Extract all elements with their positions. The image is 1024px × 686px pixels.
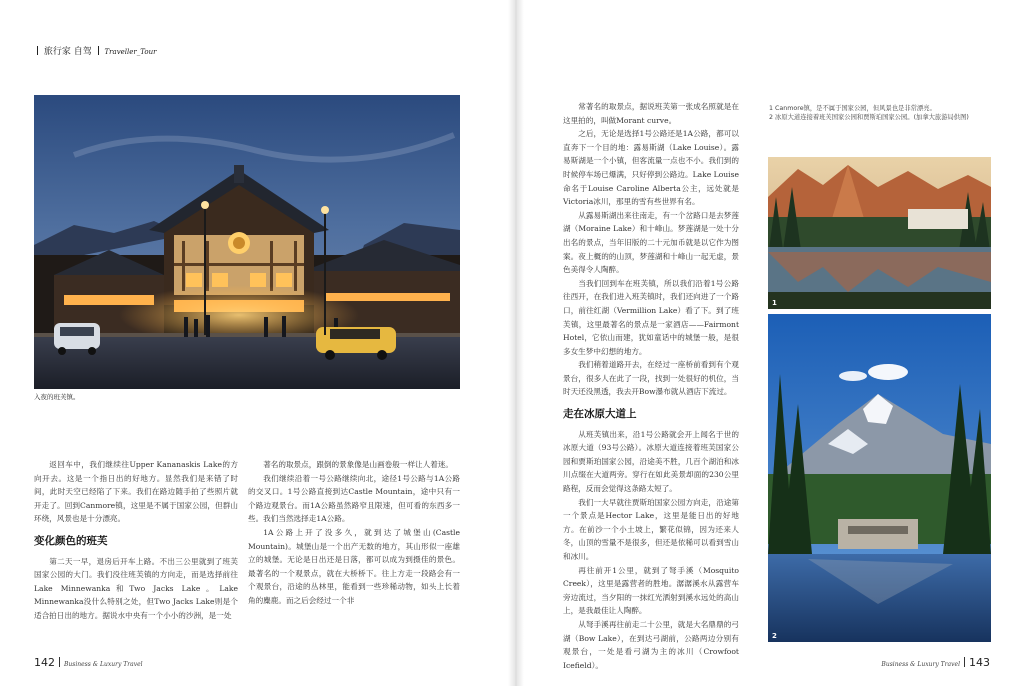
body-paragraph: 1A公路上开了没多久，就到达了城堡山(Castle Mountain)。城堡山是一个出产无数的地方，其山形似一座雄立的城堡。无论是日出还是日落，都可以成为到摄佳的景色。最著名的一个观景点，就在大桥桥下。往上方走一段路会有一个观景台，沿途的丛林里，能看到一些珍稀动物，如头上长着角的麋鹿。而之后会经过一个非 [248, 527, 460, 605]
publication-name-right: Business & Luxury Travel [881, 661, 960, 668]
photo-captions [769, 104, 969, 122]
body-paragraph: 著名的取景点，跟倒的景象像是山画卷般一样让人着迷。 [263, 460, 454, 469]
main-photo-caption: 入夜的班芙镇。 [34, 393, 80, 401]
section-header [34, 44, 156, 57]
section-title-en: Traveller_Tour [104, 48, 157, 56]
right-folio [881, 656, 990, 669]
publication-name-left: Business & Luxury Travel [64, 661, 143, 668]
body-paragraph: 从弩手溪再往前走二十公里，就是大名鼎鼎的弓湖（Bow Lake），在到达弓湖前，公路两边分别有观景台，一处是看弓湖为主的冰川（Crowfoot Icefield）。 [563, 619, 739, 670]
photo-caption-1: 1 Canmore镇，是不属于国家公园，但风景也是非常漂亮。 [769, 105, 936, 112]
banff-town-photo [34, 95, 460, 389]
header-divider [37, 46, 38, 55]
text-column-2 [248, 458, 460, 608]
section-heading: 走在冰原大道上 [563, 408, 637, 421]
canmore-photo [768, 157, 991, 309]
body-paragraph: 我们稍着道路开去，在经过一座桥前看到有个观景台，很多人在此了一段，找到一处很好的机位，当时天还没黑透，我去开Bow瀑布就从酒店下流过。 [563, 360, 739, 397]
text-column-3 [563, 100, 739, 672]
body-paragraph: 再往前开1公里，就到了弩手溪（Mosquito Creek），这里是露营者的胜地。潺潺溪水从露营车旁边流过，当夕阳的一抹红光洒射到溪水远处的高山上，是我最佳让人陶醉。 [563, 565, 739, 616]
body-paragraph: 返回车中，我们继续往Upper Kananaskis Lake的方向开去。这是一个指日出的好地方。显然我们是来错了时间，此时天空已经陷了下来。我们在路边随手拍了些照片就开走了。回到Canmore镇，这里是不属于国家公园，但群山环绕，风景也是十分漂亮。 [34, 460, 238, 524]
photo-number-1: 1 [772, 299, 777, 307]
folio-divider [964, 657, 965, 667]
folio-divider [59, 657, 60, 667]
text-column-1 [34, 458, 238, 623]
page-number-left: 142 [34, 656, 55, 669]
body-paragraph: 我们一大早就往贾斯珀国家公园方向走，沿途第一个景点是Hector Lake，这里是能日出的好地方。在前沙一个小土坡上，繁花似锦，因为还来人冬，山顶的雪量不是很多，但还是依稀可以看到雪山和冰川。 [563, 497, 739, 561]
photo-number-2: 2 [772, 632, 777, 640]
page-number-right: 143 [969, 656, 990, 669]
header-divider [98, 46, 99, 55]
section-title-cn: 旅行家 自驾 [43, 47, 92, 57]
spread-gutter [508, 0, 524, 686]
icefields-parkway-photo [768, 314, 991, 642]
photo-caption-2: 2 冰原大道连接着班芙国家公园和贾斯珀国家公园。(加拿大旅游局供图) [769, 114, 969, 121]
body-paragraph: 我们继续沿着一号公路继续向北，途径1号公路与1A公路的交叉口。1号公路直接到达Castle Mountain，途中只有一个路边观景台。而1A公路虽然路窄且限速，但可看的东西多一些。我们当然选择走1A公路。 [248, 473, 460, 524]
body-paragraph: 从班芙镇出来，沿1号公路就会开上闻名于世的冰原大道（93号公路）。冰原大道连接着班芙国家公园和贾斯珀国家公园，沿途美不胜，几百个湖泊和冰川点缀在大道两旁。穿行在如此美景却面的230公里路程，反而会觉得这条路太短了。 [563, 429, 739, 494]
body-paragraph: 当我们回到车在班芙镇，所以我们沿着1号公路往西开，在我们进入班芙镇时，我们还向进了一个路口，前往红湖（Vermillion Lake）看了下。到了班芙镇，这里最著名的景点是一家酒店——Fairmont Hotel，它依山而建，犹如童话中的城堡一般，是很多女生梦中幻想的地方。 [563, 278, 739, 356]
body-paragraph: 从露易斯湖出来往南走，有一个岔路口是去梦莲湖（Moraine Lake）和十峰山。梦莲湖是一处十分出名的景点，当年旧版的二十元加币就是以它作为图案。夜上概的的山顶，梦莲湖和十峰山一起无虚，景色美得令人陶醉。 [563, 210, 739, 275]
body-paragraph: 第二天一早，退房后开车上路。不出三公里就到了班芙国家公园的大门。我们没往班芙镇的方向走，而是选择前往Lake Minnewanka和Two Jacks Lake。Lake Minnewanka没什么特别之处，但Two Jacks Lake则是个适合拍日出的地方。据说水中央有一个小小的沙洲，是一处 [34, 556, 238, 620]
left-folio [34, 656, 143, 669]
section-heading: 变化颜色的班芙 [34, 534, 108, 547]
body-paragraph: 之后，无论是选择1号公路还是1A公路，都可以直奔下一个目的地：露易斯湖（Lake Louise）。露易斯湖是一个小镇，但客流量一点也不小。我们到的时候停车场已爆满，只好停到公路边。Lake Louise命名于Louise Caroline Alberta公主，远处就是Victoria冰川，那里的雪有些世界有名。 [563, 129, 739, 207]
body-paragraph: 常著名的取景点，据说班芙第一张成名照就是在这里拍的，叫做Morant curve。 [563, 102, 739, 125]
